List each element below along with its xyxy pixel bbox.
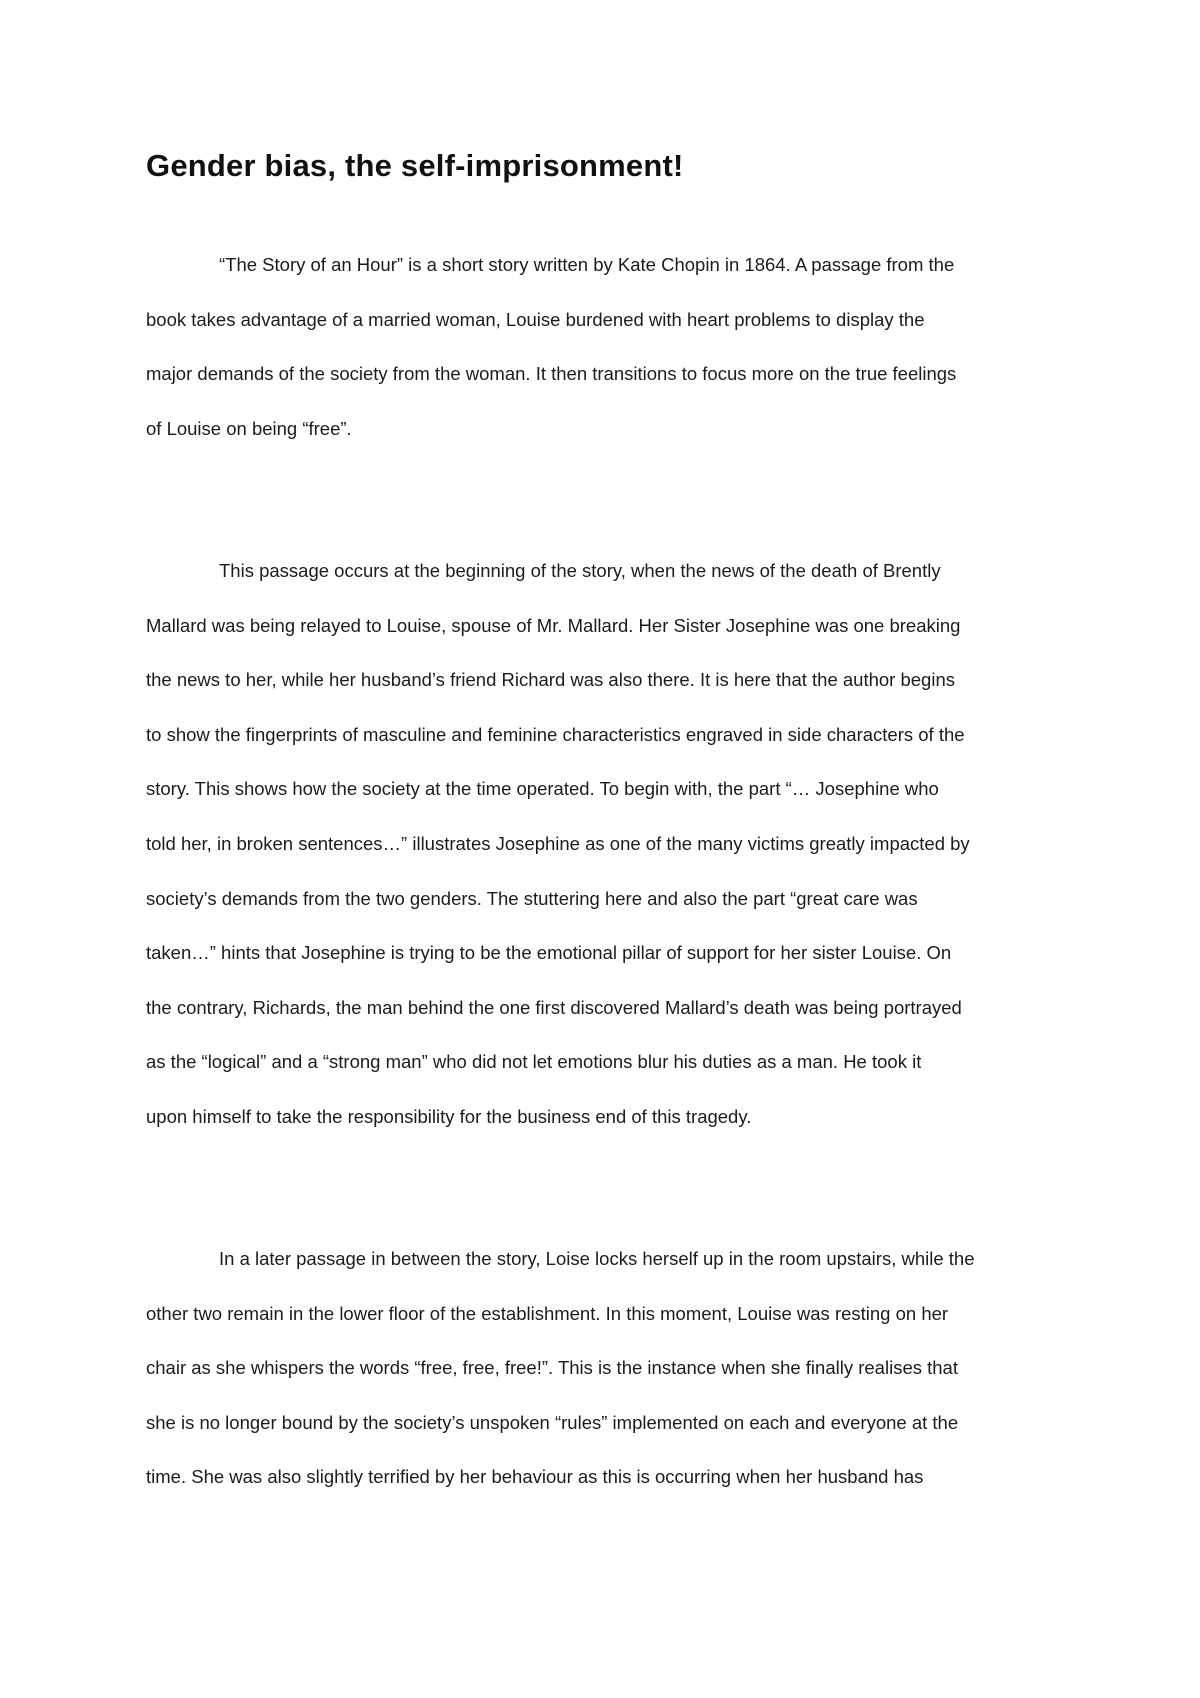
- text-line: chair as she whispers the words “free, free, free!”. This is the instance when she finally realises that: [146, 1357, 958, 1379]
- text-line: told her, in broken sentences…” illustrates Josephine as one of the many victims greatly impacted by: [146, 832, 970, 854]
- text-line: upon himself to take the responsibility for the business end of this tragedy.: [146, 1105, 752, 1127]
- text-line: time. She was also slightly terrified by her behaviour as this is occurring when her husband has: [146, 1466, 924, 1488]
- text-line: as the “logical” and a “strong man” who did not let emotions blur his duties as a man. He took it: [146, 1051, 922, 1073]
- text-line: Mallard was being relayed to Louise, spouse of Mr. Mallard. Her Sister Josephine was one breaking: [146, 614, 961, 636]
- document-title: Gender bias, the self-imprisonment!: [146, 148, 684, 183]
- text-line: the news to her, while her husband’s friend Richard was also there. It is here that the author begins: [146, 669, 955, 691]
- paragraph-later-passage: [146, 1232, 1076, 1505]
- text-line: major demands of the society from the woman. It then transitions to focus more on the true feelings: [146, 363, 957, 385]
- text-line: society’s demands from the two genders. The stuttering here and also the part “great care was: [146, 887, 918, 909]
- text-line: This passage occurs at the beginning of the story, when the news of the death of Brently: [219, 560, 941, 581]
- text-line: In a later passage in between the story, Loise locks herself up in the room upstairs, while the: [219, 1248, 975, 1269]
- text-line: “The Story of an Hour” is a short story written by Kate Chopin in 1864. A passage from the: [219, 254, 955, 275]
- paragraph-analysis: [146, 544, 1076, 1145]
- text-line: to show the fingerprints of masculine and feminine characteristics engraved in side characters of the: [146, 723, 965, 745]
- text-line: story. This shows how the society at the time operated. To begin with, the part “… Josephine who: [146, 778, 939, 800]
- text-line: the contrary, Richards, the man behind the one first discovered Mallard’s death was being portrayed: [146, 996, 962, 1018]
- text-line: taken…” hints that Josephine is trying to be the emotional pillar of support for her sister Louise. On: [146, 942, 952, 964]
- text-line: of Louise on being “free”.: [146, 417, 352, 439]
- paragraph-intro: [146, 238, 1076, 456]
- text-line: she is no longer bound by the society’s unspoken “rules” implemented on each and everyone at the: [146, 1411, 959, 1433]
- text-line: other two remain in the lower floor of the establishment. In this moment, Louise was resting on her: [146, 1302, 949, 1324]
- text-line: book takes advantage of a married woman, Louise burdened with heart problems to display the: [146, 308, 925, 330]
